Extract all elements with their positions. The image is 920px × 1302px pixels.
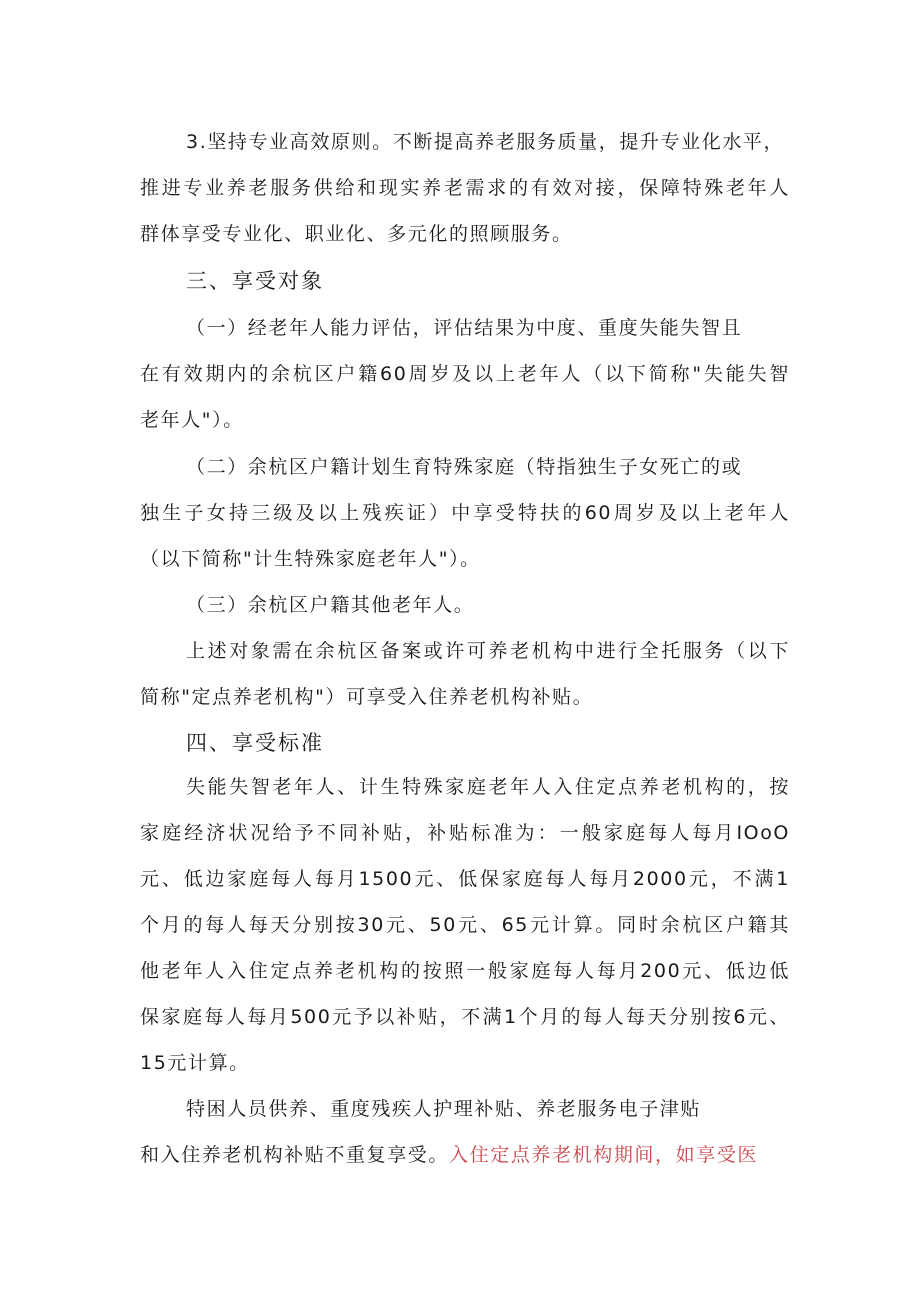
paragraph-line: 特困人员供养、重度残疾人护理补贴、养老服务电子津贴 (186, 1098, 702, 1120)
paragraph-line: （二）余杭区户籍计划生育特殊家庭（特指独生子女死亡的或 (186, 456, 743, 478)
paragraph-line: 元、低边家庭每人每月1500元、低保家庭每人每月2000元，不满1 (140, 868, 790, 890)
paragraph-line: 他老年人入住定点养老机构的按照一般家庭每人每月200元、低边低 (140, 960, 790, 982)
paragraph-line: 简称"定点养老机构"）可享受入住养老机构补贴。 (140, 686, 594, 708)
paragraph-line: （三）余杭区户籍其他老年人。 (186, 594, 475, 616)
paragraph-line: 15元计算。 (140, 1052, 250, 1074)
section-heading: 四、享受标准 (186, 731, 324, 755)
paragraph-line: 群体享受专业化、职业化、多元化的照顾服务。 (140, 223, 573, 245)
paragraph-line: （以下简称"计生特殊家庭老年人"）。 (140, 548, 481, 570)
paragraph-line: （一）经老年人能力评估，评估结果为中度、重度失能失智且 (186, 317, 743, 339)
paragraph-line-mixed (140, 1140, 790, 1170)
highlighted-text: 入住定点养老机构期间，如享受医 (449, 1144, 759, 1166)
paragraph-line: 家庭经济状况给予不同补贴，补贴标准为：一般家庭每人每月IOoO (140, 822, 790, 844)
paragraph-line: 个月的每人每天分别按30元、50元、65元计算。同时余杭区户籍其 (140, 914, 790, 936)
paragraph-line: 在有效期内的余杭区户籍60周岁及以上老年人（以下简称"失能失智 (140, 363, 790, 385)
paragraph-line: 上述对象需在余杭区备案或许可养老机构中进行全托服务（以下 (186, 640, 790, 662)
paragraph-line: 独生子女持三级及以上残疾证）中享受特扶的60周岁及以上老年人 (140, 502, 790, 524)
paragraph-line: 3.坚持专业高效原则。不断提高养老服务质量，提升专业化水平， (186, 131, 785, 153)
paragraph-line: 保家庭每人每月500元予以补贴，不满1个月的每人每天分别按6元、 (140, 1006, 790, 1028)
paragraph-text: 和入住养老机构补贴不重复享受。 (140, 1144, 450, 1166)
section-heading: 三、享受对象 (186, 269, 324, 293)
paragraph-line: 老年人"）。 (140, 409, 244, 431)
paragraph-line: 推进专业养老服务供给和现实养老需求的有效对接，保障特殊老年人 (140, 177, 790, 199)
paragraph-line: 失能失智老年人、计生特殊家庭老年人入住定点养老机构的，按 (186, 776, 790, 798)
